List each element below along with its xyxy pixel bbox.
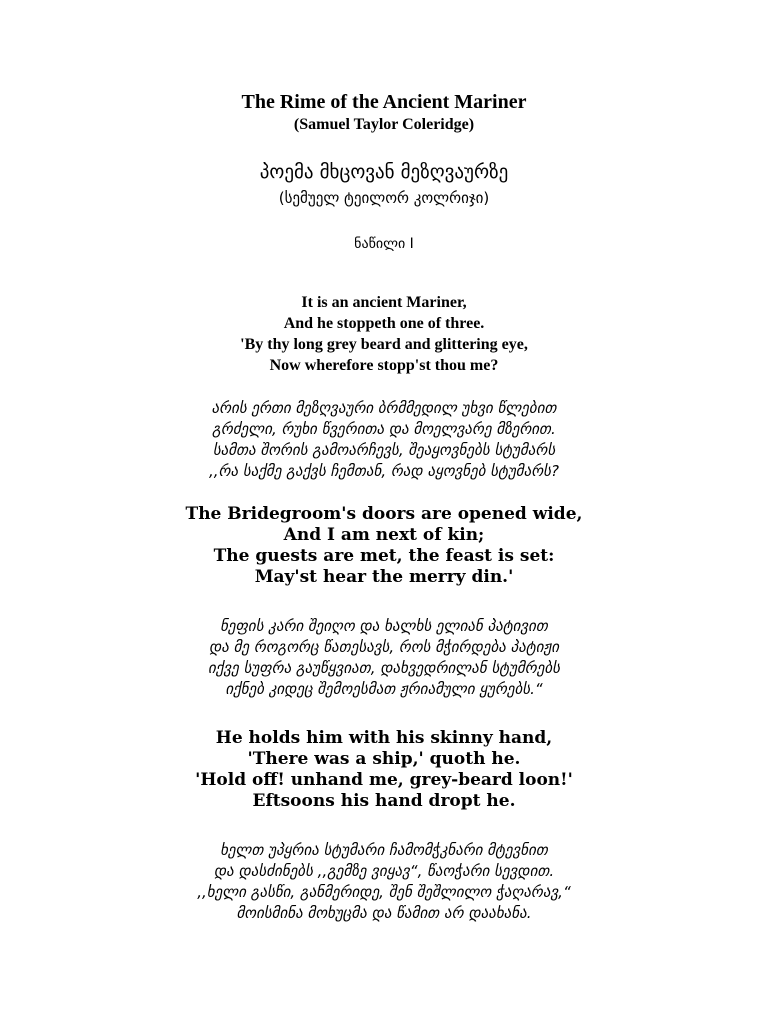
verse-line: 'Hold off! unhand me, grey-beard loon!' [195,770,573,790]
verse-line: Eftsoons his hand dropt he. [252,791,516,811]
verse-line: გრძელი, რუხი წვერითა და მოელვარე მზერით. [212,420,556,438]
verse-line: And I am next of kin; [283,525,485,545]
verse-line: ,,რა საქმე გაქვს ჩემთან, რად აყოვნებ სტუმარს? [209,462,559,480]
stanza-georgian-3 [0,840,768,924]
verse-line: It is an ancient Mariner, [301,294,467,311]
verse-line: The Bridegroom's doors are opened wide, [185,504,583,524]
stanza-english-3 [0,728,768,812]
verse-line: იქვე სუფრა გაუწყვიათ, დახვედრილან სტუმრებს [208,659,560,677]
verse-line: He holds him with his skinny hand, [215,728,553,748]
verse-line: The guests are met, the feast is set: [213,546,555,566]
part-heading: ნაწილი I [354,236,414,252]
verse-line: და მე როგორც წათესავს, როს მჭირდება პატიჟი [209,638,559,656]
poem-title-georgian: პოემა მხცოვან მეზღვაურზე [259,161,509,183]
verse-line: სამთა შორის გამოარჩევს, შეაყოვნებს სტუმარს [212,441,556,459]
verse-line: 'There was a ship,' quoth he. [247,749,521,769]
verse-line: ხელთ უპყრია სტუმარი ჩამომჭკნარი მტევნით [220,841,548,859]
poem-title: The Rime of the Ancient Mariner [241,91,527,113]
stanza-english-2 [0,504,768,588]
verse-line: And he stoppeth one of three. [283,315,485,332]
verse-line: ნეფის კარი შეიღო და ხალხს ელიან პატივით [220,617,548,635]
poem-author-georgian: (სემუელ ტეილორ კოლრიჯი) [278,189,490,207]
stanza-georgian-2 [0,616,768,700]
verse-line: არის ერთი მეზღვაური ბრმმედილ უხვი წლებით [211,399,557,417]
verse-line: და დასძინებს ,,გემზე ვიყავ“, წაოჭარი სევდით. [213,862,555,880]
verse-line: 'By thy long grey beard and glittering eye, [240,336,528,353]
verse-line: მოისმინა მოხუცმა და წამით არ დაახანა. [236,904,532,922]
stanza-georgian-1 [0,398,768,482]
verse-line: Now wherefore stopp'st thou me? [269,357,499,374]
verse-line: May'st hear the merry din.' [254,567,514,587]
verse-line: იქნებ კიდეც შემოესმათ ჟრიამული ყურებს.“ [225,680,543,698]
verse-line: ,,ხელი გასწი, განმერიდე, შენ შეშლილო ჭაღარავ,“ [197,883,571,901]
poem-author: (Samuel Taylor Coleridge) [293,116,475,133]
stanza-english-1 [0,292,768,376]
